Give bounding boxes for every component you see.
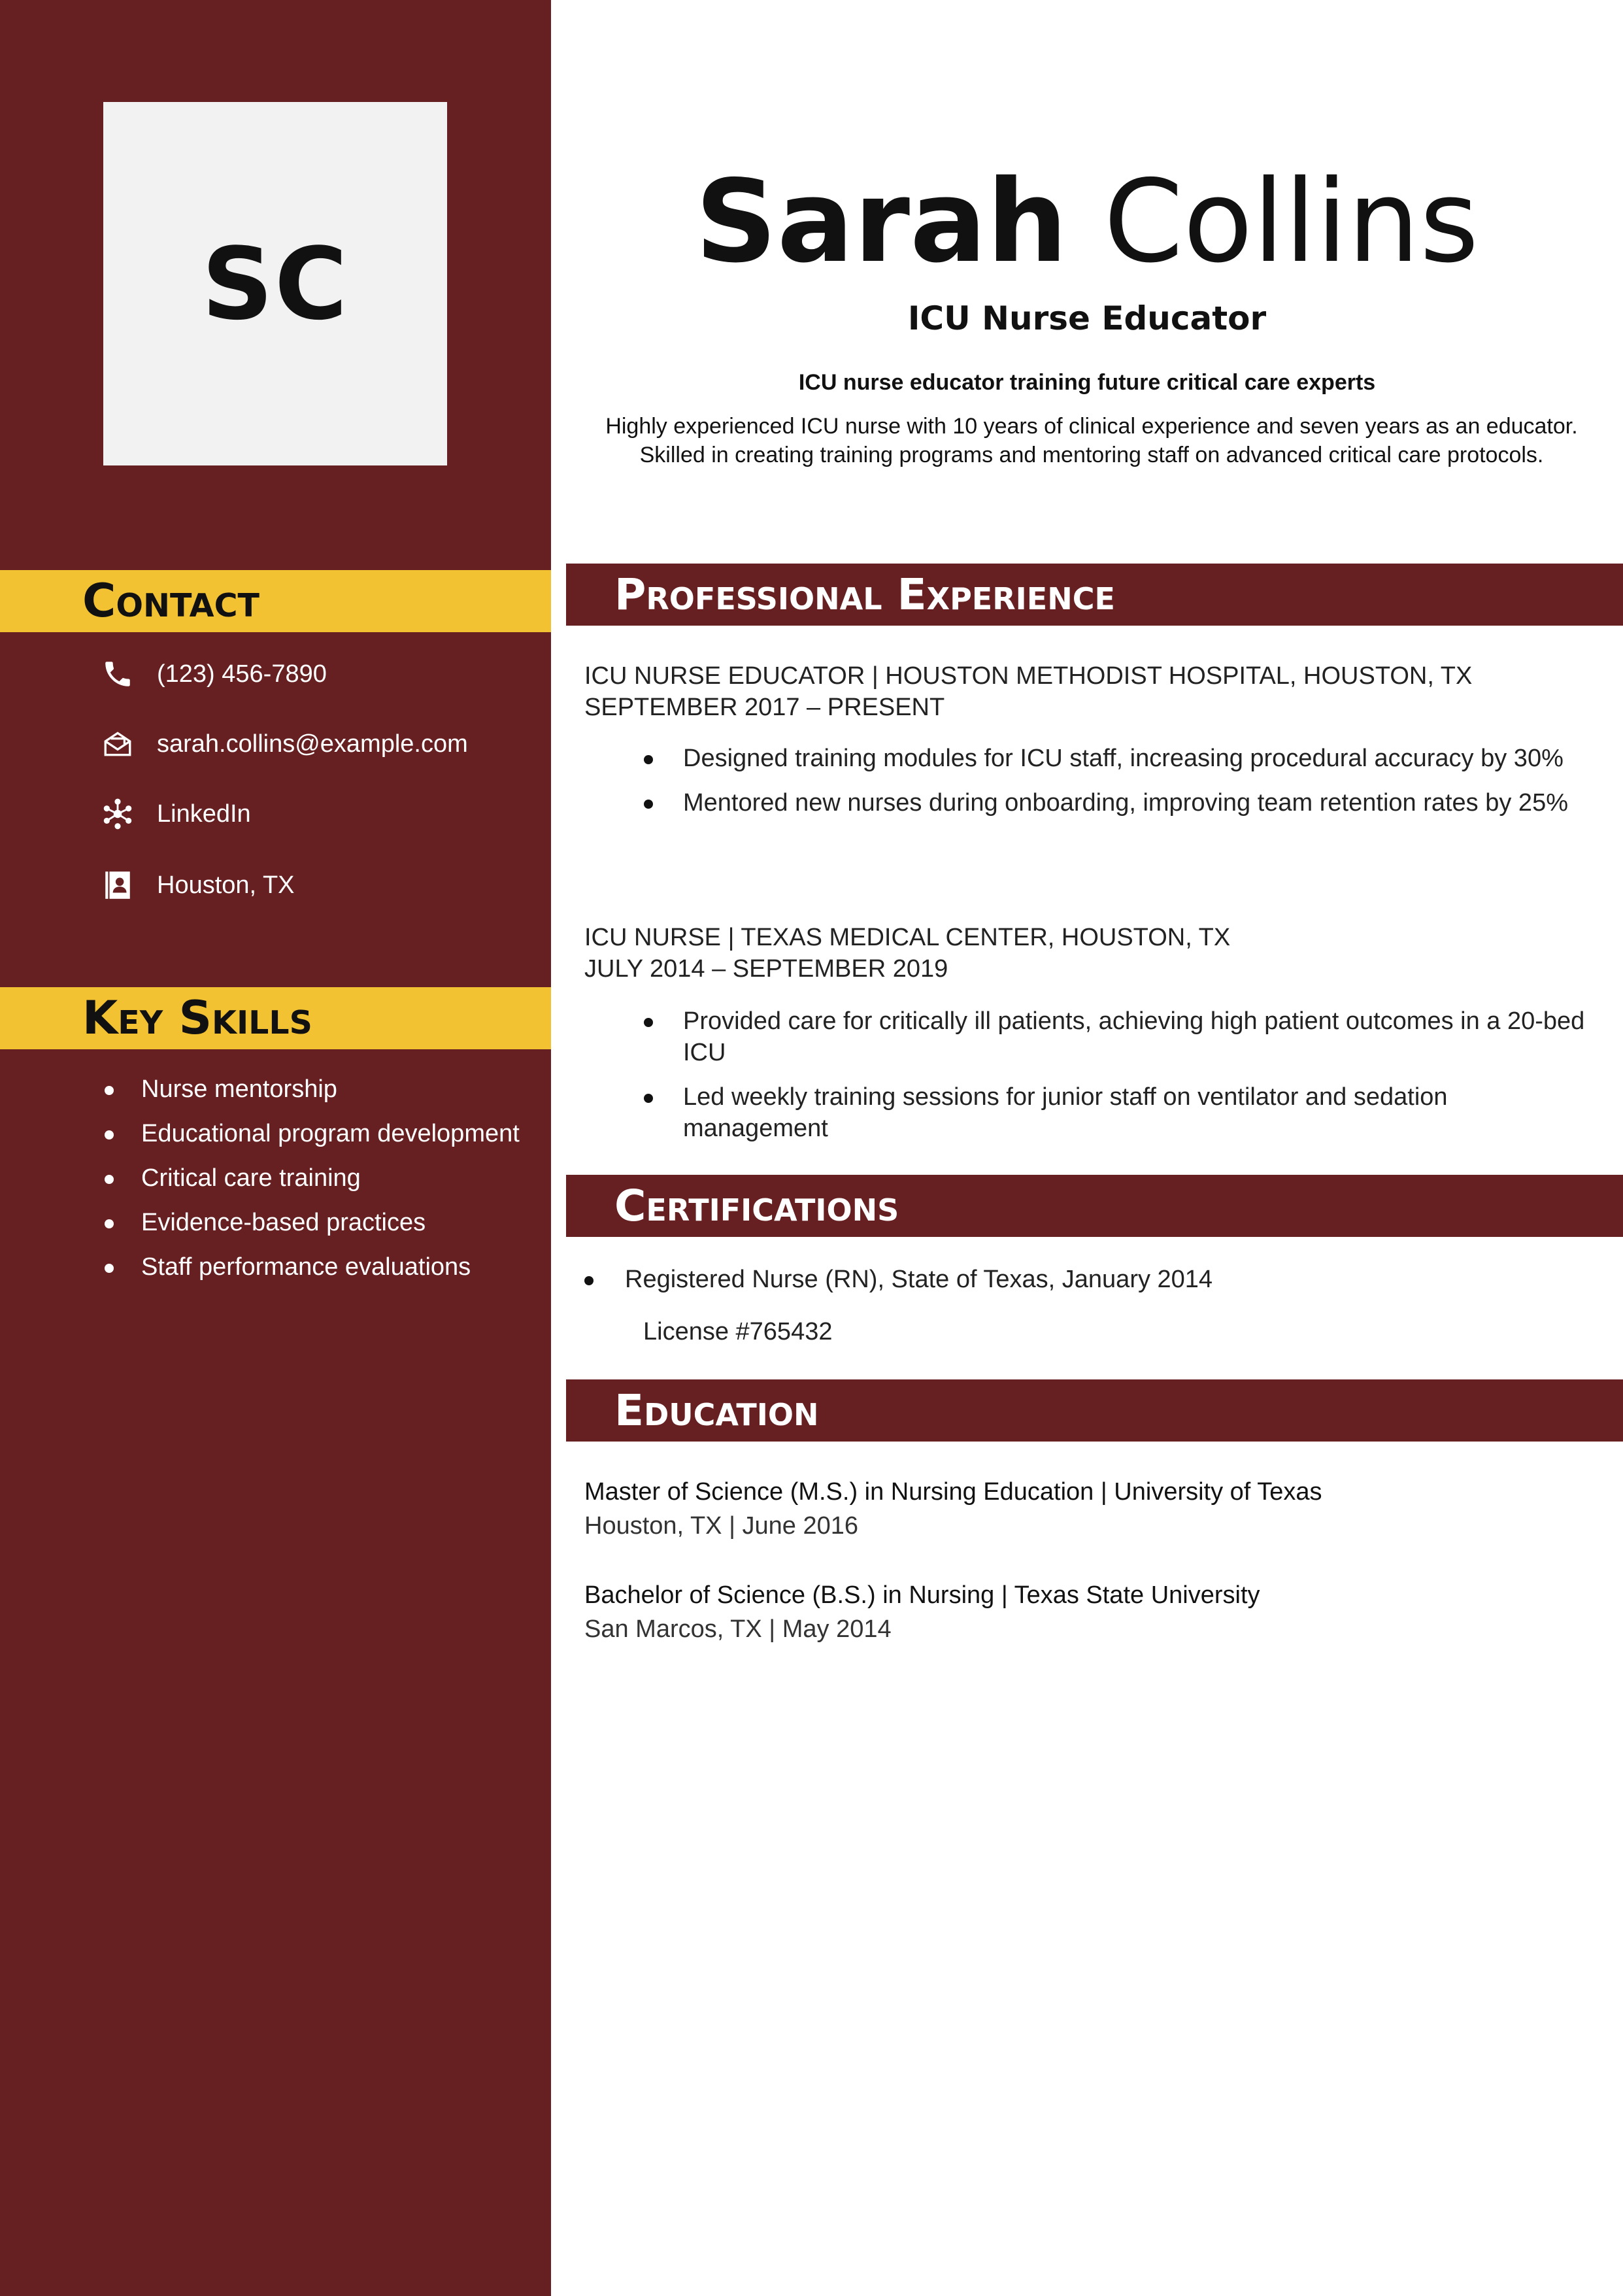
summary: Highly experienced ICU nurse with 10 years of clinical experience and seven years as an educator. Skilled in creating training programs and mentoring staff on advanced critical care protocols. bbox=[605, 414, 1578, 467]
job-header bbox=[584, 922, 1604, 985]
location-text: Houston, TX bbox=[157, 871, 295, 899]
envelope-icon bbox=[99, 726, 136, 762]
job-bullet: Led weekly training sessions for junior staff on ventilator and sedation management bbox=[644, 1081, 1585, 1144]
tagline: ICU nurse educator training future critical care experts bbox=[798, 370, 1376, 395]
skill-item: Nurse mentorship bbox=[105, 1072, 523, 1107]
experience-heading: Professional Experience bbox=[614, 569, 1115, 620]
phone-icon bbox=[99, 656, 136, 692]
skills-heading: Key Skills bbox=[82, 991, 312, 1045]
skill-item: Critical care training bbox=[105, 1161, 523, 1196]
skills-list bbox=[105, 1072, 523, 1294]
skills-heading-band bbox=[0, 987, 551, 1049]
contact-email[interactable] bbox=[99, 726, 468, 762]
contact-linkedin[interactable] bbox=[99, 796, 251, 832]
job-dates: SEPTEMBER 2017 – PRESENT bbox=[584, 694, 945, 721]
linkedin-text: LinkedIn bbox=[157, 800, 251, 828]
job-title-line: ICU NURSE | TEXAS MEDICAL CENTER, HOUSTON, TX bbox=[584, 924, 1231, 951]
candidate-name bbox=[551, 157, 1623, 288]
certification-name: Registered Nurse (RN), State of Texas, January 2014 bbox=[584, 1264, 1591, 1295]
avatar bbox=[103, 102, 447, 465]
education-heading: Education bbox=[614, 1385, 819, 1436]
address-book-icon bbox=[99, 867, 136, 903]
sidebar bbox=[0, 0, 551, 2296]
education-location: San Marcos, TX | May 2014 bbox=[584, 1615, 892, 1643]
education-item bbox=[584, 1475, 1604, 1543]
contact-phone[interactable] bbox=[99, 656, 327, 692]
education-item bbox=[584, 1578, 1604, 1646]
certifications-heading: Certifications bbox=[614, 1181, 899, 1231]
first-name: Sarah bbox=[695, 156, 1068, 288]
job-bullet: Mentored new nurses during onboarding, improving team retention rates by 25% bbox=[644, 787, 1585, 819]
contact-heading: Contact bbox=[82, 574, 259, 628]
certification-license: License #765432 bbox=[643, 1318, 833, 1345]
email-text: sarah.collins@example.com bbox=[157, 730, 468, 758]
avatar-initials: SC bbox=[201, 226, 349, 342]
last-name: Collins bbox=[1103, 156, 1479, 288]
network-icon bbox=[99, 796, 136, 832]
skill-item: Evidence-based practices bbox=[105, 1206, 523, 1240]
skill-item: Staff performance evaluations bbox=[105, 1250, 523, 1285]
job-bullets bbox=[644, 1005, 1585, 1157]
certifications-heading-band bbox=[566, 1175, 1623, 1237]
education-degree: Bachelor of Science (B.S.) in Nursing | Texas State University bbox=[584, 1581, 1260, 1609]
job-dates: JULY 2014 – SEPTEMBER 2019 bbox=[584, 955, 948, 983]
job-title-line: ICU NURSE EDUCATOR | HOUSTON METHODIST HOSPITAL, HOUSTON, TX bbox=[584, 662, 1473, 690]
job-title: ICU Nurse Educator bbox=[907, 299, 1267, 337]
contact-heading-band bbox=[0, 570, 551, 632]
job-bullet: Designed training modules for ICU staff, increasing procedural accuracy by 30% bbox=[644, 743, 1585, 774]
contact-location bbox=[99, 867, 295, 903]
phone-text: (123) 456-7890 bbox=[157, 660, 327, 688]
job-bullets bbox=[644, 743, 1585, 832]
job-header bbox=[584, 660, 1604, 723]
certification-item bbox=[584, 1264, 1591, 1347]
experience-heading-band bbox=[566, 564, 1623, 626]
education-heading-band bbox=[566, 1379, 1623, 1442]
job-bullet: Provided care for critically ill patients, achieving high patient outcomes in a 20-bed ICU bbox=[644, 1005, 1585, 1068]
skill-item: Educational program development bbox=[105, 1117, 523, 1151]
education-location: Houston, TX | June 2016 bbox=[584, 1512, 859, 1540]
education-degree: Master of Science (M.S.) in Nursing Education | University of Texas bbox=[584, 1478, 1322, 1506]
